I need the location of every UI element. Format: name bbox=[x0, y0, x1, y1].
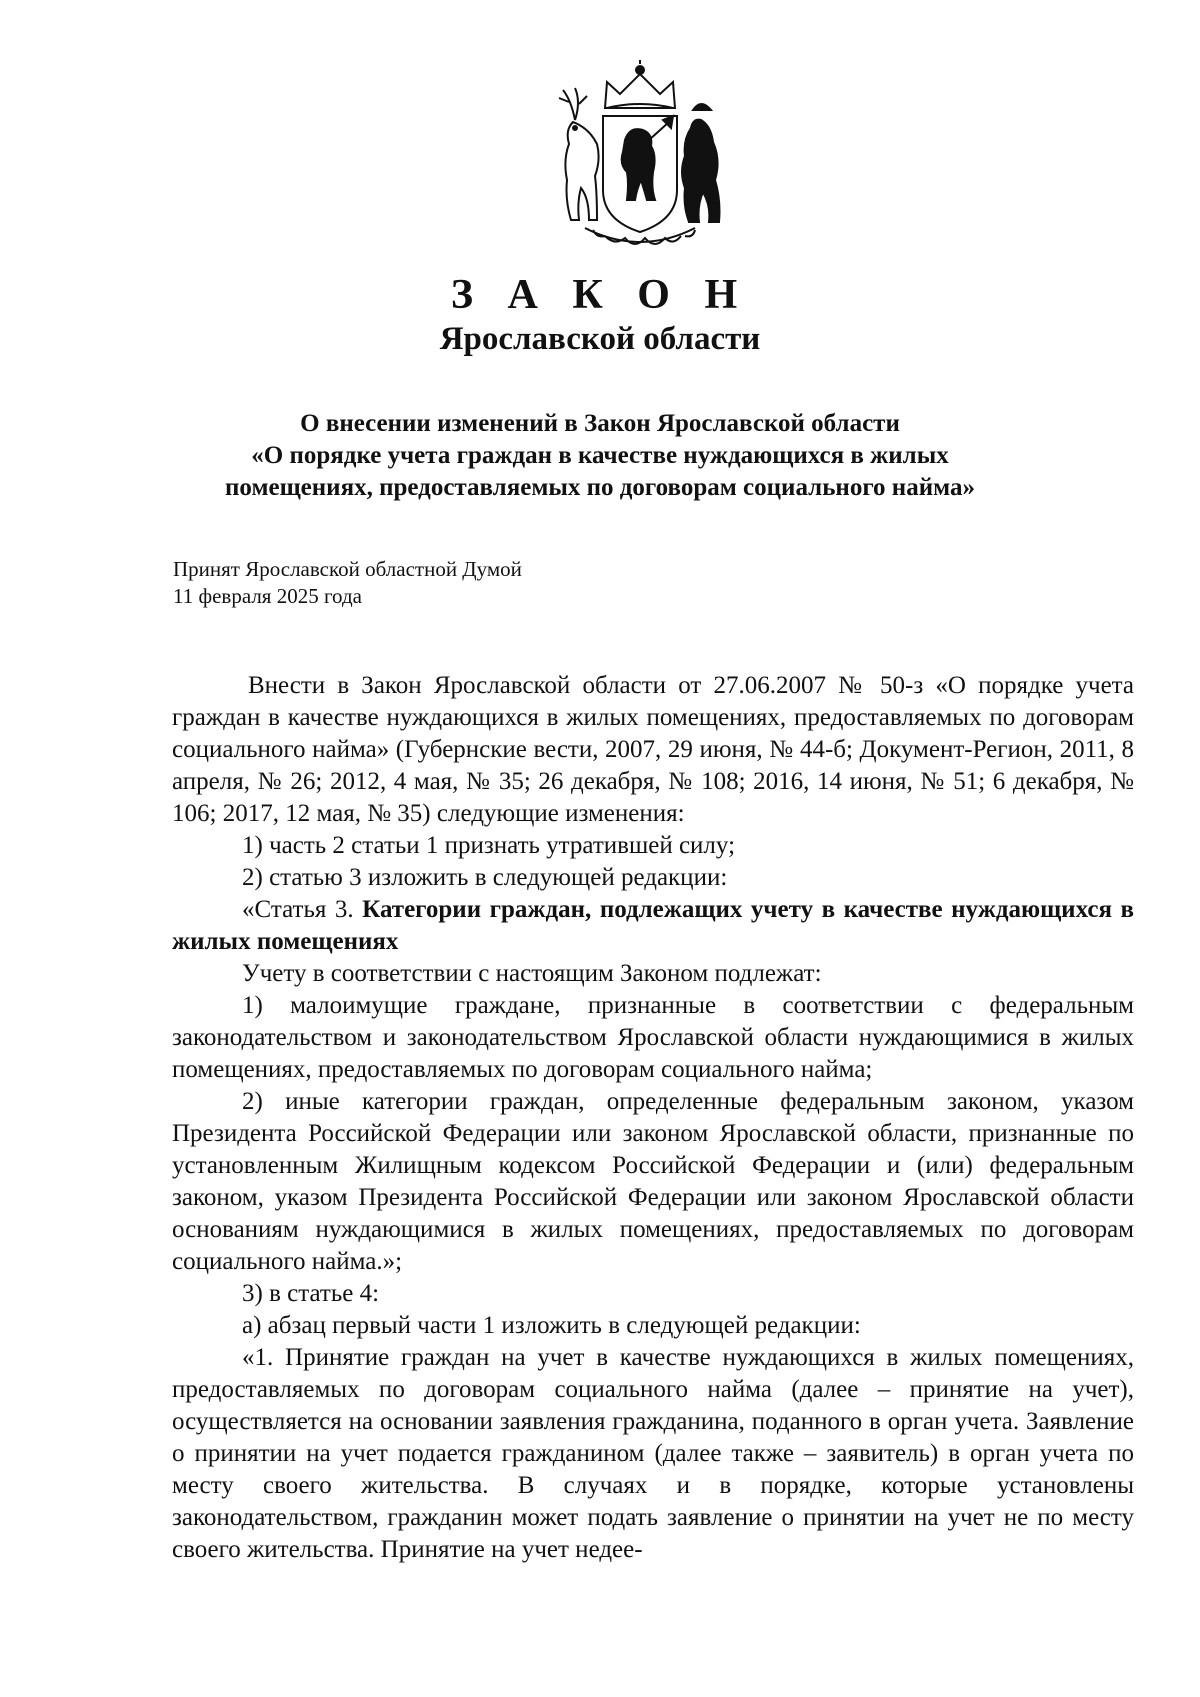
law-region: Ярославской области bbox=[439, 321, 761, 357]
law-name-line: О внесении изменений в Закон Ярославской области bbox=[300, 410, 900, 437]
adoption-body: Принят Ярославской областной Думой bbox=[173, 557, 522, 581]
article-subitem-2: 2) иные категории граждан, определенные федеральным законом, указом Президента Российской Федерации или законом Ярославской области, признанные по установленным Жилищным кодексом Российской Федерации и (или) федеральным законом, указом Президента Российской Федерации или законом Ярославской области основаниям нуждающимися в жилых помещениях, предоставляемых по договорам социального найма.»; bbox=[172, 1088, 1134, 1275]
law-title: З А К О Н bbox=[450, 272, 750, 318]
law-body bbox=[172, 670, 1134, 1566]
yaroslavl-coat-of-arms-icon bbox=[545, 60, 735, 260]
amendment-item-1: 1) часть 2 статьи 1 признать утратившей силу; bbox=[242, 832, 736, 859]
intro-paragraph: Внести в Закон Ярославской области от 27.06.2007 № 50-з «О порядке учета граждан в качестве нуждающихся в жилых помещениях, предоставляемых по договорам социального найма» (Губернские вести, 2007, 29 июня, № 44-б; Документ-Регион, 2011, 8 апреля, № 26; 2012, 4 мая, № 35; 26 декабря, № 108; 2016, 14 июня, № 51; 6 декабря, № 106; 2017, 12 мая, № 35) следующие изменения: bbox=[172, 672, 1134, 827]
amendment-item-2: 2) статью 3 изложить в следующей редакции: bbox=[242, 864, 728, 891]
article-number: «Статья 3. bbox=[242, 896, 363, 923]
article-heading bbox=[172, 894, 1134, 958]
article-title: Категории граждан, подлежащих учету в качестве нуждающихся в жилых помещениях bbox=[172, 896, 1134, 955]
article-subitem-1: 1) малоимущие граждане, признанные в соответствии с федеральным законодательством и законодательством Ярославской области нуждающимися в жилых помещениях, предоставляемых по договорам социального найма; bbox=[172, 992, 1134, 1083]
law-name-line: помещениях, предоставляемых по договорам социального найма» bbox=[225, 474, 975, 501]
amendment-item-3a: а) абзац первый части 1 изложить в следующей редакции: bbox=[242, 1312, 861, 1339]
adoption-date: 11 февраля 2025 года bbox=[173, 584, 362, 608]
law-name bbox=[160, 408, 1040, 504]
amendment-item-3: 3) в статье 4: bbox=[242, 1280, 380, 1307]
law-name-line: «О порядке учета граждан в качестве нуждающихся в жилых bbox=[251, 442, 949, 469]
article-intro: Учету в соответствии с настоящим Законом подлежат: bbox=[242, 960, 822, 987]
adoption-note bbox=[173, 556, 522, 610]
quoted-paragraph: «1. Принятие граждан на учет в качестве нуждающихся в жилых помещениях, предоставляемых по договорам социального найма (далее – принятие на учет), осуществляется на основании заявления гражданина, поданного в орган учета. Заявление о принятии на учет подается гражданином (далее также – заявитель) в орган учета по месту своего жительства. В случаях и в порядке, которые установлены законодательством, гражданин может подать заявление о принятии на учет не по месту своего жительства. Принятие на учет недее- bbox=[172, 1344, 1134, 1563]
